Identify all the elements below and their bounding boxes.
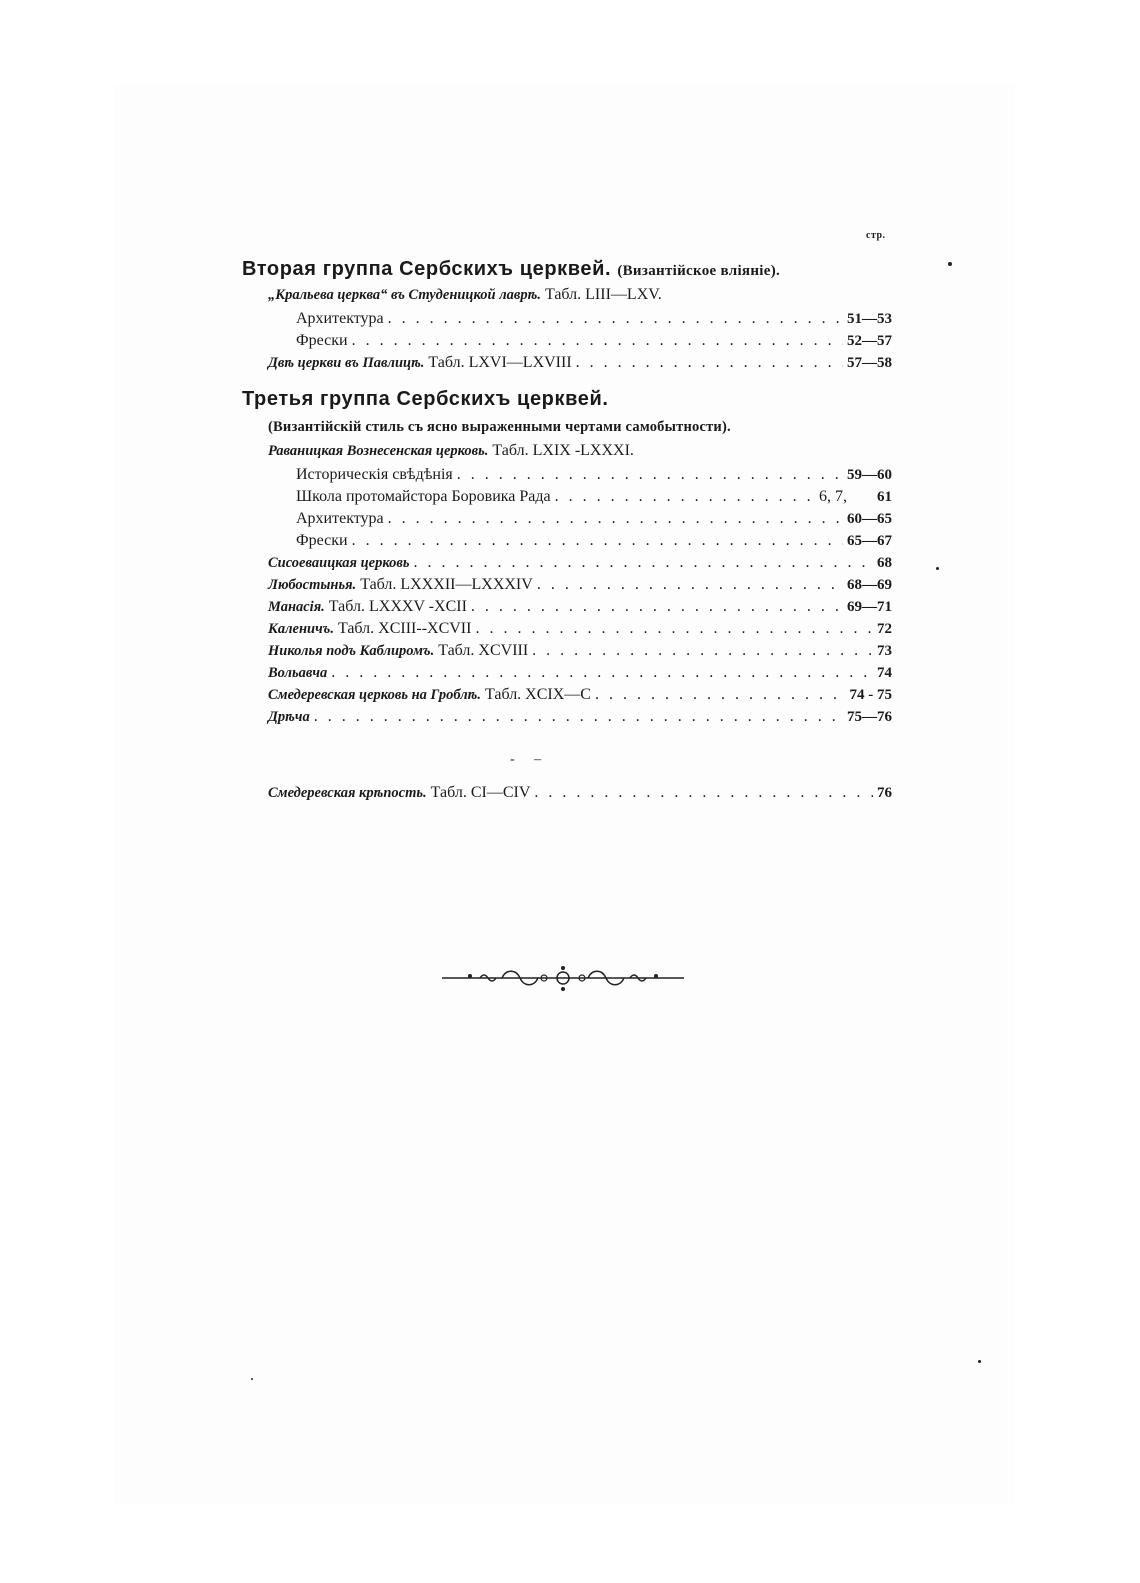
- entry-page: 68—69: [847, 577, 892, 593]
- group3-heading: [242, 388, 609, 410]
- entry-name: Двѣ церкви въ Павлицѣ.: [268, 355, 425, 371]
- leader-dots: [471, 596, 843, 618]
- entry-name: Вольавча: [268, 665, 328, 681]
- entry-tabl: Табл. CI—CIV: [430, 784, 531, 801]
- leader-dots: [576, 352, 843, 374]
- entry-name: Сисоеваицкая церковь: [268, 555, 410, 571]
- toc-entry: [296, 330, 892, 352]
- entry-page: 74: [877, 665, 892, 681]
- entry-name: Смедеревская крѣпость.: [268, 785, 427, 801]
- ravanica-tabl: Табл. LXIX -LXXXI.: [492, 442, 634, 459]
- group3-note: (Византійскій стиль съ ясно выраженными чертами самобытности).: [268, 419, 731, 435]
- entry-page: 51—53: [847, 311, 892, 327]
- leader-dots: [534, 782, 873, 804]
- entry-page: 61: [877, 489, 892, 505]
- entry-text: Фрески: [296, 332, 348, 349]
- toc-entry: [268, 706, 892, 728]
- leader-dots: [532, 640, 873, 662]
- kraljeva-name: „Кральева церква“ въ Студеницкой лаврѣ.: [268, 287, 541, 303]
- leader-dots: [388, 508, 843, 530]
- toc-entry: [296, 308, 892, 330]
- entry-tabl: Табл. XCVIII: [438, 642, 529, 659]
- entry-name: Николья подъ Каблиромъ.: [268, 643, 435, 659]
- entry-page: 52—57: [847, 333, 892, 349]
- entry-page: 65—67: [847, 533, 892, 549]
- entry-page: 76: [877, 785, 892, 801]
- toc-entry: [268, 596, 892, 618]
- entry-text: Историческія свѣдѣнія: [296, 466, 453, 483]
- leader-dots: [352, 330, 843, 352]
- entry-tabl: Табл. LXXXV -XCII: [328, 598, 467, 615]
- leader-dots: [475, 618, 873, 640]
- toc-entry: [296, 486, 892, 508]
- entry-page: 69—71: [847, 599, 892, 615]
- entry-name: Дрѣча: [268, 709, 310, 725]
- toc-entry: [268, 574, 892, 596]
- entry-tabl: Табл. XCIII--XCVII: [337, 620, 472, 637]
- entry-name: Смедеревская церковь на Гроблѣ.: [268, 687, 481, 703]
- entry-extra: 6, 7,: [819, 488, 847, 505]
- entry-name: Манасія.: [268, 599, 325, 615]
- entry-page: 74 - 75: [849, 687, 892, 703]
- toc-entry: [268, 640, 892, 662]
- group2-note: (Византійское вліяніе).: [617, 263, 781, 279]
- ravanica-name: Раваницкая Вознесенская церковь.: [268, 443, 489, 459]
- entry-tabl: Табл. LXXXII—LXXXIV: [360, 576, 533, 593]
- toc-entry: [268, 684, 892, 706]
- scan-speck: [948, 262, 952, 266]
- entry-page: 57—58: [847, 355, 892, 371]
- page-column-header: стр.: [866, 230, 886, 241]
- entry-text: Фрески: [296, 532, 348, 549]
- leader-dots: [537, 574, 843, 596]
- toc-entry: [268, 552, 892, 574]
- group2-heading: [242, 258, 780, 282]
- group2-title: Вторая группа Сербскихъ церквей.: [242, 258, 612, 280]
- entry-page: 73: [877, 643, 892, 659]
- ravanica-heading: [268, 440, 634, 462]
- entry-name: Каленичъ.: [268, 621, 334, 637]
- toc-entry: [268, 618, 892, 640]
- entry-tabl: Табл. LXVI—LXVIII: [428, 354, 572, 371]
- toc-entry: [296, 530, 892, 552]
- entry-page: 75—76: [847, 709, 892, 725]
- entry-tabl: Табл. XCIX—C: [484, 686, 591, 703]
- section-separator: - –: [510, 752, 550, 767]
- scan-speck: [936, 567, 939, 570]
- entry-page: 60—65: [847, 511, 892, 527]
- toc-entry: [268, 662, 892, 684]
- entry-page: 68: [877, 555, 892, 571]
- kraljeva-heading: [268, 284, 662, 306]
- entry-page: 72: [877, 621, 892, 637]
- leader-dots: [314, 706, 843, 728]
- leader-dots: [414, 552, 874, 574]
- leader-dots: [331, 662, 873, 684]
- leader-dots: [457, 464, 843, 486]
- entry-text: Школа протомайстора Боровика Рада: [296, 488, 551, 505]
- toc-entry: [296, 464, 892, 486]
- leader-dots: [388, 308, 843, 330]
- leader-dots: [555, 486, 815, 508]
- kraljeva-tabl: Табл. LIII—LXV.: [544, 286, 662, 303]
- scan-speck: [978, 1360, 981, 1363]
- entry-text: Архитектура: [296, 310, 384, 327]
- ornament-divider-icon: [440, 962, 686, 994]
- toc-entry: [268, 352, 892, 374]
- toc-entry: [296, 508, 892, 530]
- toc-entry: [268, 782, 892, 804]
- group3-title: Третья группа Сербскихъ церквей.: [242, 388, 609, 410]
- leader-dots: [352, 530, 843, 552]
- scan-speck: [251, 1378, 253, 1380]
- entry-name: Любостынья.: [268, 577, 357, 593]
- leader-dots: [595, 684, 846, 706]
- entry-text: Архитектура: [296, 510, 384, 527]
- entry-page: 59—60: [847, 467, 892, 483]
